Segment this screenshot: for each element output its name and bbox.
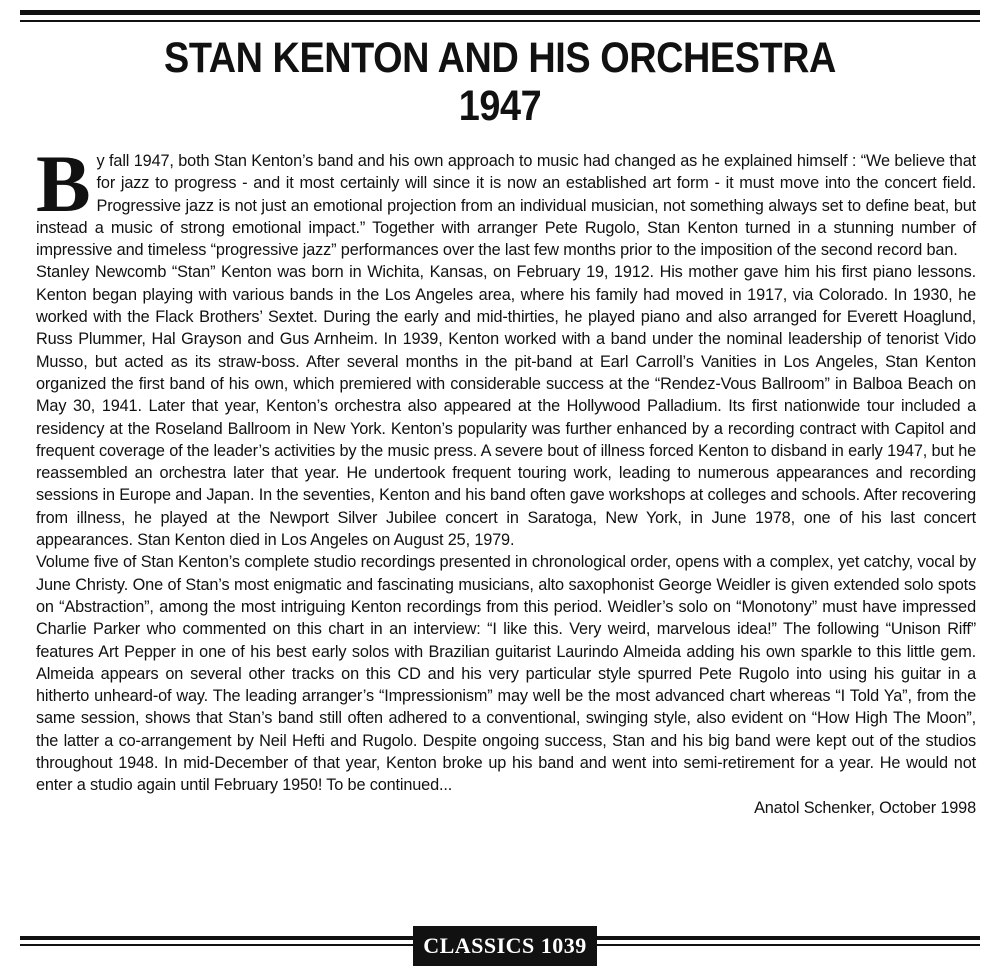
paragraph-2: Stanley Newcomb “Stan” Kenton was born in Wichita, Kansas, on February 19, 1912. His mother gave him his first piano lessons. Kenton began playing with various bands in the Los Angeles area, where his family had moved in 1917, via Colorado. In 1930, he worked with the Flack Brothers’ Sextet. During the early and mid-thirties, he played piano and also arranged for Everett Hoaglund, Russ Plummer, Hal Grayson and Gus Arnheim. In 1939, Kenton worked with a band under the nominal leadership of tenorist Vido Musso, but acted as its straw-boss. After several months in the pit-band at Earl Carroll’s Vanities in Los Angeles, Stan Kenton organized the first band of his own, which premiered with considerable success at the “Rendez-Vous Ballroom” in Balboa Beach on May 30, 1941. Later that year, Kenton’s orchestra also appeared at the Hollywood Palladium. Its first nationwide tour included a residency at the Roseland Ballroom in New York. Kenton’s popularity was further enhanced by a recording contract with Capitol and frequent coverage of the leader’s activities by the music press. A severe bout of illness forced Kenton to disband in early 1947, but he reassembled an orchestra later that year. He undertook frequent touring work, leading to numerous appearances and recording sessions in Europe and Japan. In the seventies, Kenton and his band often gave workshops at colleges and schools. After recovering from illness, he played at the Newport Silver Jubilee concert in Saratoga, New York, in June 1978, one of his last concert appearances. Stan Kenton died in Los Angeles on August 25, 1979. [36, 263, 976, 550]
top-rule-thin [20, 20, 980, 22]
paragraph-1-text: y fall 1947, both Stan Kenton’s band and his own approach to music had changed as he explained himself : “We believe that for jazz to progress - and it most certainly will since it is now an established art form - it must move into the concert field. Progressive jazz is not just an emotional projection from an individual musician, not something always set to define beat, but instead a music of strong emotional impact.” Together with arranger Pete Rugolo, Stan Kenton turned in a stunning number of impressive and timeless “progressive jazz” performances over the last few months prior to the imposition of the second record ban. [36, 152, 976, 260]
liner-notes-body [36, 138, 976, 819]
title-line-1: STAN KENTON AND HIS ORCHESTRA [164, 34, 836, 82]
catalog-number-badge: CLASSICS 1039 [413, 926, 597, 966]
top-rule-thick [20, 10, 980, 15]
author-signature: Anatol Schenker, October 1998 [754, 798, 976, 817]
paragraph-3: Volume five of Stan Kenton’s complete studio recordings presented in chronological order, opens with a complex, yet catchy, vocal by June Christy. One of Stan’s most enigmatic and fascinating musicians, alto saxophonist George Weidler is given extended solo spots on “Abstraction”, among the most intriguing Kenton recordings from this period. Weidler’s solo on “Monotony” must have impressed Charlie Parker who commented on this chart in an interview: “I like this. Very weird, marvelous idea!” The following “Unison Riff” features Art Pepper in one of his best early solos with Brazilian guitarist Laurindo Almeida adding his own sparkle to this little gem. Almeida appears on several other tracks on this CD and his very particular style spurred Pete Rugolo into using his guitar in a hitherto unheard-of way. The leading arranger’s “Impressionism” may well be the most advanced chart whereas “I Told Ya”, from the same session, shows that Stan’s band still often adhered to a conventional, swinging style, also evident on “How High The Moon”, the latter a co-arrangement by Neil Hefti and Rugolo. Despite ongoing success, Stan and his big band were kept out of the studios throughout 1948. In mid-December of that year, Kenton broke up his band and went into semi-retirement for a year. He would not enter a studio again until February 1950! To be continued... [36, 553, 976, 795]
title-line-2: 1947 [458, 82, 542, 130]
paragraph-1 [36, 138, 976, 261]
drop-cap: B [36, 138, 91, 229]
page-title [78, 34, 923, 130]
